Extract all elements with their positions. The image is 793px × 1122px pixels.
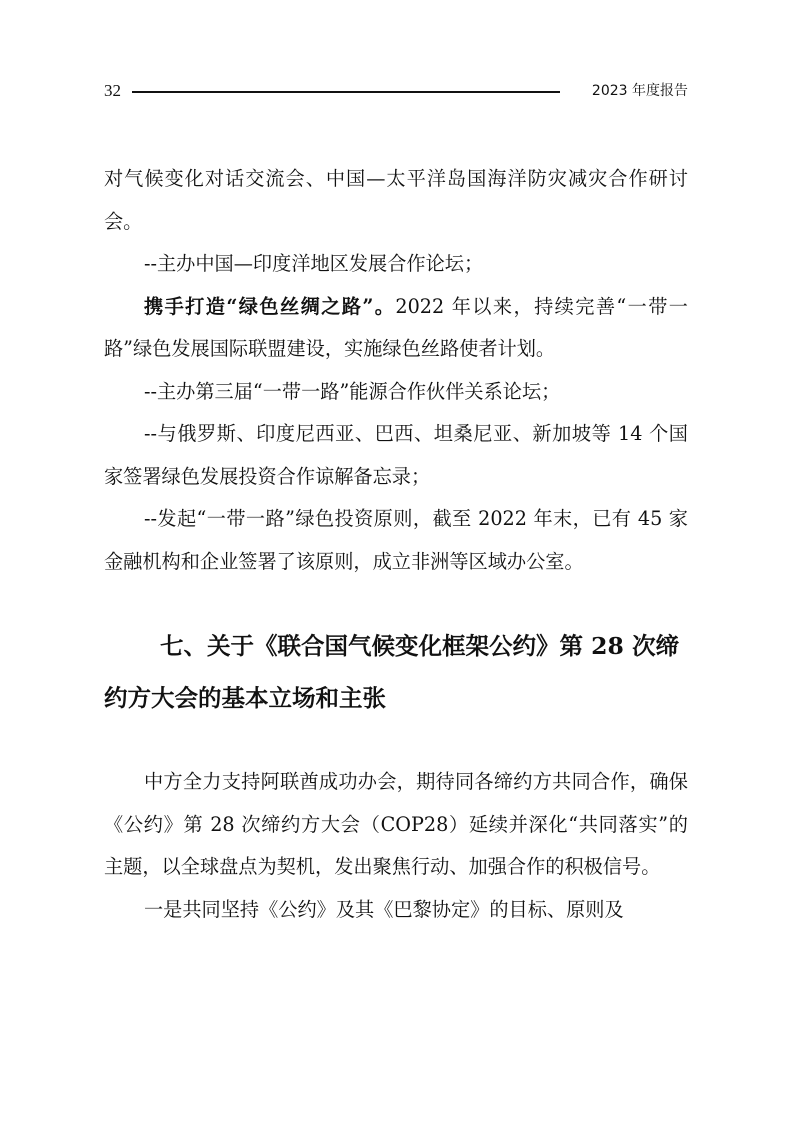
page-body — [104, 158, 688, 931]
page-number: 32 — [104, 81, 121, 100]
paragraph-cop28-support: 中方全力支持阿联酋成功办会，期待同各缔约方共同合作，确保《公约》第 28 次缔约方大会（COP28）延续并深化“共同落实”的主题，以全球盘点为契机，发出聚焦行动、加强合作的积极信号。 — [104, 770, 688, 878]
header-rule — [132, 91, 560, 93]
page-header — [104, 78, 688, 106]
paragraph-green-silk-road — [104, 286, 688, 371]
list-item: --发起“一带一路”绿色投资原则，截至 2022 年末，已有 45 家金融机构和企业签署了该原则，成立非洲等区域办公室。 — [104, 507, 688, 573]
paragraph-first-point: 一是共同坚持《公约》及其《巴黎协定》的目标、原则及 — [144, 897, 624, 921]
paragraph-text: 2022 年以来，持续完善“一带一路”绿色发展国际联盟建设，实施绿色丝路使者计划。 — [104, 294, 688, 360]
list-item: --主办中国—印度洋地区发展合作论坛； — [144, 252, 484, 275]
paragraph-continuation: 对气候变化对话交流会、中国—太平洋岛国海洋防灾减灾合作研讨会。 — [104, 167, 688, 233]
report-title: 2023 年度报告 — [591, 83, 688, 99]
section-heading: 七、关于《联合国气候变化框架公约》第 28 次缔约方大会的基本立场和主张 — [104, 632, 680, 712]
paragraph-lead-bold: 携手打造“绿色丝绸之路”。 — [144, 294, 396, 318]
list-item: --主办第三届“一带一路”能源合作伙伴关系论坛； — [144, 379, 561, 403]
list-item: --与俄罗斯、印度尼西亚、巴西、坦桑尼亚、新加坡等 14 个国家签署绿色发展投资合作谅解备忘录； — [104, 422, 688, 488]
